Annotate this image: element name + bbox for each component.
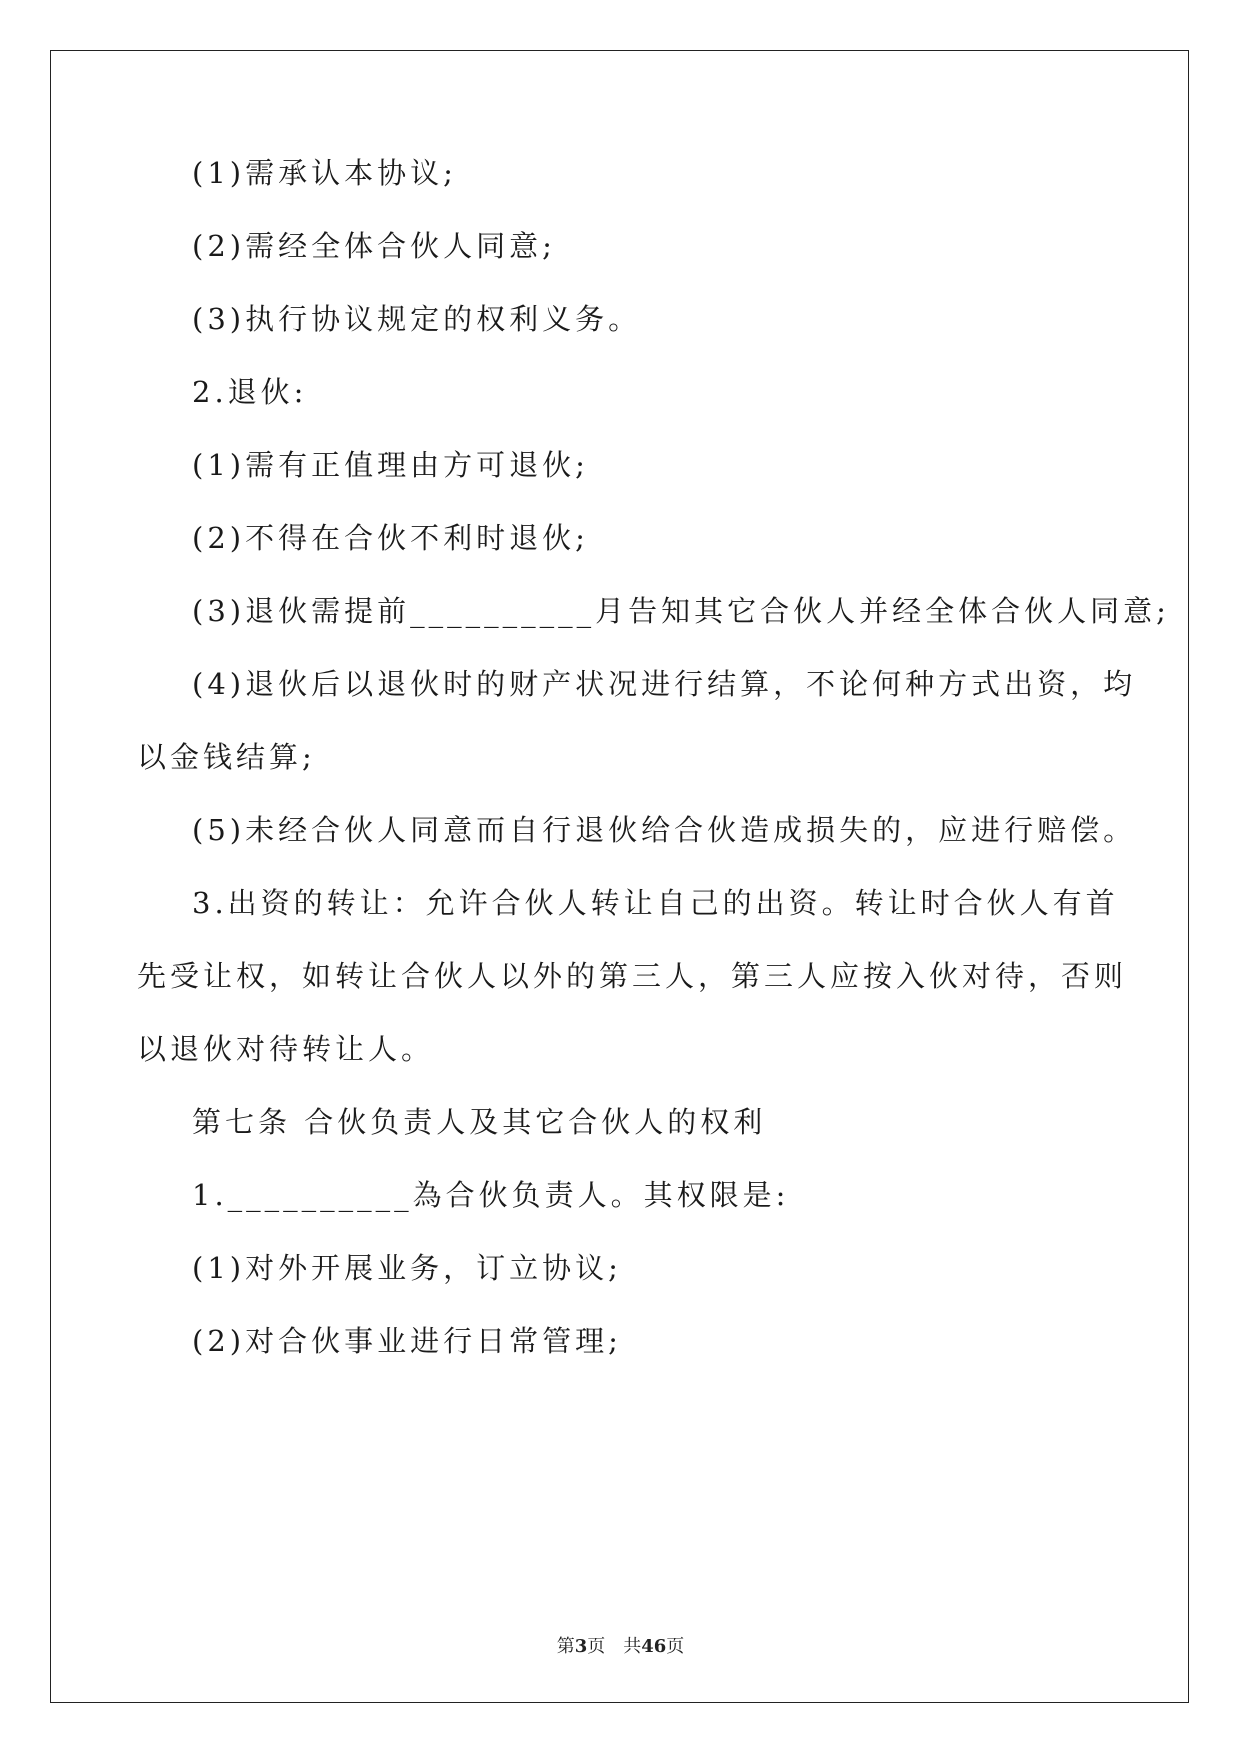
text-line: 2.退伙:: [192, 375, 308, 409]
text-line: 以退伙对待转让人。: [137, 1032, 435, 1066]
text-line: 1.__________為合伙负责人。其权限是:: [192, 1178, 790, 1212]
text-line: (4)退伙后以退伙时的财产状况进行结算，不论何种方式出资，均: [192, 667, 1137, 701]
text-line: (1)需承认本协议;: [192, 156, 457, 190]
text-line: (3)执行协议规定的权利义务。: [192, 302, 642, 336]
text-line: (2)对合伙事业进行日常管理;: [192, 1324, 622, 1358]
section-heading: 第七条 合伙负责人及其它合伙人的权利: [192, 1105, 767, 1139]
page-number: 3: [574, 1636, 588, 1657]
text-line: 3.出资的转让：允许合伙人转让自己的出资。转让时合伙人有首: [192, 886, 1119, 920]
page-label-middle: 页 共: [587, 1636, 642, 1657]
text-line: 先受让权，如转让合伙人以外的第三人，第三人应按入伙对待，否则: [137, 959, 1128, 993]
page-footer: [0, 1635, 1241, 1659]
text-line: (1)需有正值理由方可退伙;: [192, 448, 589, 482]
text-line: (1)对外开展业务，订立协议;: [192, 1251, 622, 1285]
text-line: 以金钱结算;: [137, 740, 316, 774]
text-line: (2)不得在合伙不利时退伙;: [192, 521, 589, 555]
text-line: (5)未经合伙人同意而自行退伙给合伙造成损失的，应进行赔偿。: [192, 813, 1137, 847]
page-label-prefix: 第: [556, 1636, 575, 1657]
page-label-suffix: 页: [666, 1636, 685, 1657]
text-line: (3)退伙需提前__________月告知其它合伙人并经全体合伙人同意;: [192, 594, 1170, 628]
total-pages: 46: [641, 1636, 667, 1657]
page-border: [50, 50, 1189, 1703]
text-line: (2)需经全体合伙人同意;: [192, 229, 556, 263]
